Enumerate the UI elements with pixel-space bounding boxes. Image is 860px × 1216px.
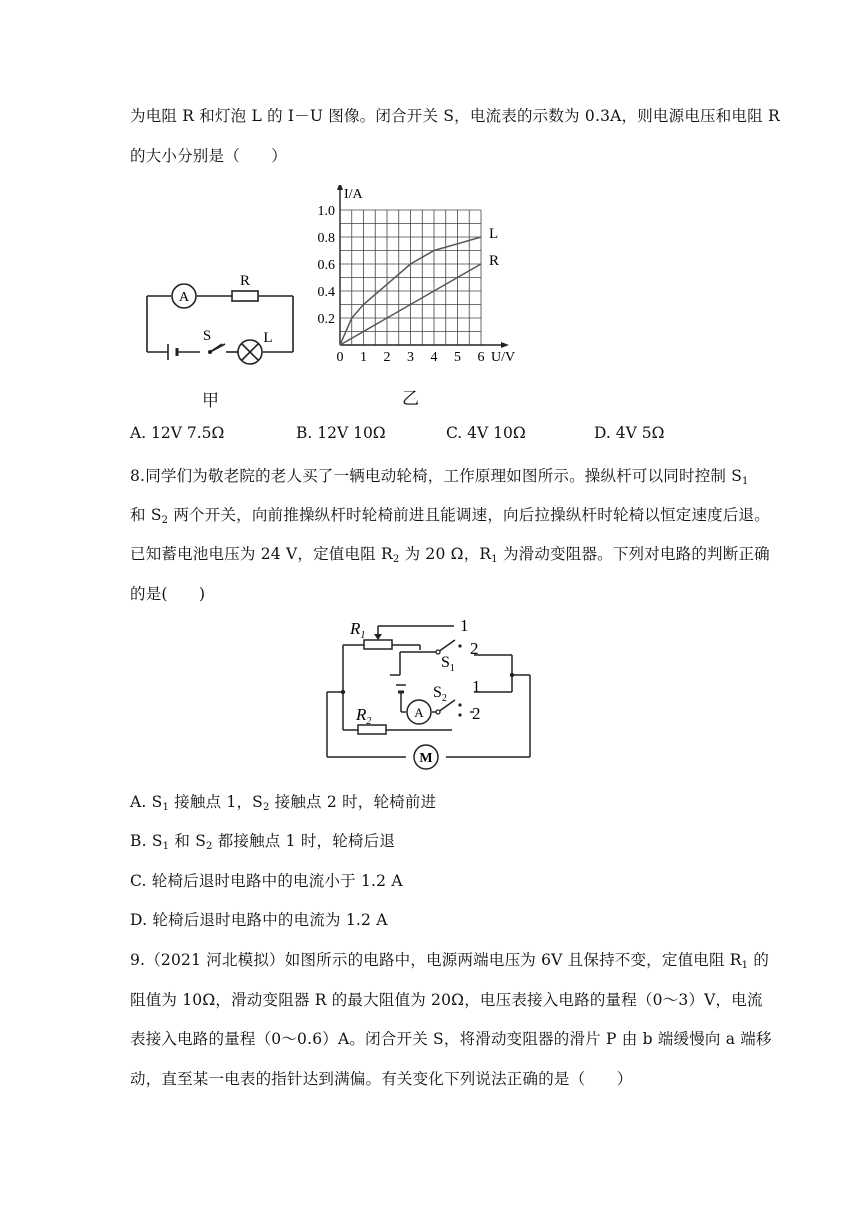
fig-yi-caption: 乙: [402, 389, 419, 409]
q9-text-line2: 阻值为 10Ω，滑动变阻器 R 的最大阻值为 20Ω，电压表接入电路的量程（0～3）V，电流: [130, 991, 763, 1009]
q8-circuit-diagram: [320, 612, 540, 772]
q8-option-d: D. 轮椅后退时电路中的电流为 1.2 A: [130, 911, 388, 929]
s1-contact-1: 1: [460, 616, 469, 635]
x-tick-label: 6: [477, 350, 485, 365]
q7-circuit-diagram: [140, 270, 300, 410]
q8-text-line4: 的是( ): [130, 585, 206, 603]
q7-option-a: A. 12V 7.5Ω: [130, 424, 225, 442]
y-tick-label: 1.0: [317, 204, 335, 219]
q9-text-line1: 9.（2021 河北模拟）如图所示的电路中，电源两端电压为 6V 且保持不变，定值电阻 $R_1$ 的: [130, 951, 770, 971]
resistor-label: R: [239, 273, 251, 289]
q7-text-line2: 的大小分别是（ ）: [130, 147, 288, 165]
ammeter-label: A: [178, 290, 190, 305]
s2-contact-2: 2: [472, 704, 481, 723]
q7-option-d: D. 4V 5Ω: [594, 424, 665, 442]
x-tick-label: 5: [454, 350, 461, 365]
q9-text-line3: 表接入电路的量程（0～0.6）A。闭合开关 S，将滑动变阻器的滑片 P 由 b 端缓慢向 a 端移: [130, 1030, 772, 1048]
y-axis-label: I/A: [344, 187, 363, 202]
q8-text-line1: 8.同学们为敬老院的老人买了一辆电动轮椅，工作原理如图所示。操纵杆可以同时控制 $S_1$: [130, 467, 749, 487]
s1-contact-2: 2: [470, 639, 479, 658]
x-tick-label: 2: [383, 350, 391, 365]
q8-text-line3: 已知蓄电池电压为 24 V，定值电阻 $R_2$ 为 20 Ω，$R_1$ 为滑动变阻器。下列对电路的判断正确: [130, 545, 770, 565]
switch-label: S: [202, 328, 212, 344]
y-tick-label: 0.4: [317, 285, 335, 300]
s2-label: $S_2$: [433, 684, 447, 704]
x-axis-arrow: [501, 342, 509, 348]
s2-contact-1: 1: [472, 677, 481, 696]
x-tick-label: 1: [360, 350, 367, 365]
y-tick-label: 0.8: [317, 231, 335, 246]
q7-text-line1: 为电阻 R 和灯泡 L 的 I－U 图像。闭合开关 S，电流表的示数为 0.3A，则电源电压和电阻 R: [130, 107, 780, 125]
s1-label: $S_1$: [441, 654, 455, 674]
q7-option-b: B. 12V 10Ω: [296, 424, 386, 442]
q8-ammeter-label: A: [414, 705, 424, 720]
q9-text-line4: 动，直至某一电表的指针达到满偏。有关变化下列说法正确的是（ ）: [130, 1070, 633, 1088]
x-tick-label: 4: [430, 350, 438, 365]
y-tick-label: 0.2: [317, 312, 335, 327]
r1-label: $R_1$: [350, 619, 366, 641]
r2-label: $R_2$: [356, 705, 372, 727]
y-axis-arrow: [337, 185, 343, 190]
q7-iu-chart: [305, 185, 525, 375]
q7-option-c: C. 4V 10Ω: [446, 424, 526, 442]
fig-jia-caption: 甲: [202, 391, 219, 411]
x-tick-label: 3: [407, 350, 414, 365]
motor-label: M: [419, 751, 433, 766]
q8-option-c: C. 轮椅后退时电路中的电流小于 1.2 A: [130, 872, 403, 890]
q8-option-b: B. $S_1$ 和 $S_2$ 都接触点 1 时，轮椅后退: [130, 832, 396, 852]
q8-text-line2: 和 $S_2$ 两个开关，向前推操纵杆时轮椅前进且能调速，向后拉操纵杆时轮椅以恒定速度后退。: [130, 506, 770, 526]
x-tick-label: 0: [336, 350, 344, 365]
series-label-R: R: [489, 253, 500, 269]
lamp-label: L: [263, 330, 273, 346]
y-tick-label: 0.6: [317, 258, 335, 273]
series-label-L: L: [489, 226, 499, 242]
x-axis-label: U/V: [491, 350, 516, 365]
q8-option-a: A. $S_1$ 接触点 1，$S_2$ 接触点 2 时，轮椅前进: [130, 793, 437, 813]
